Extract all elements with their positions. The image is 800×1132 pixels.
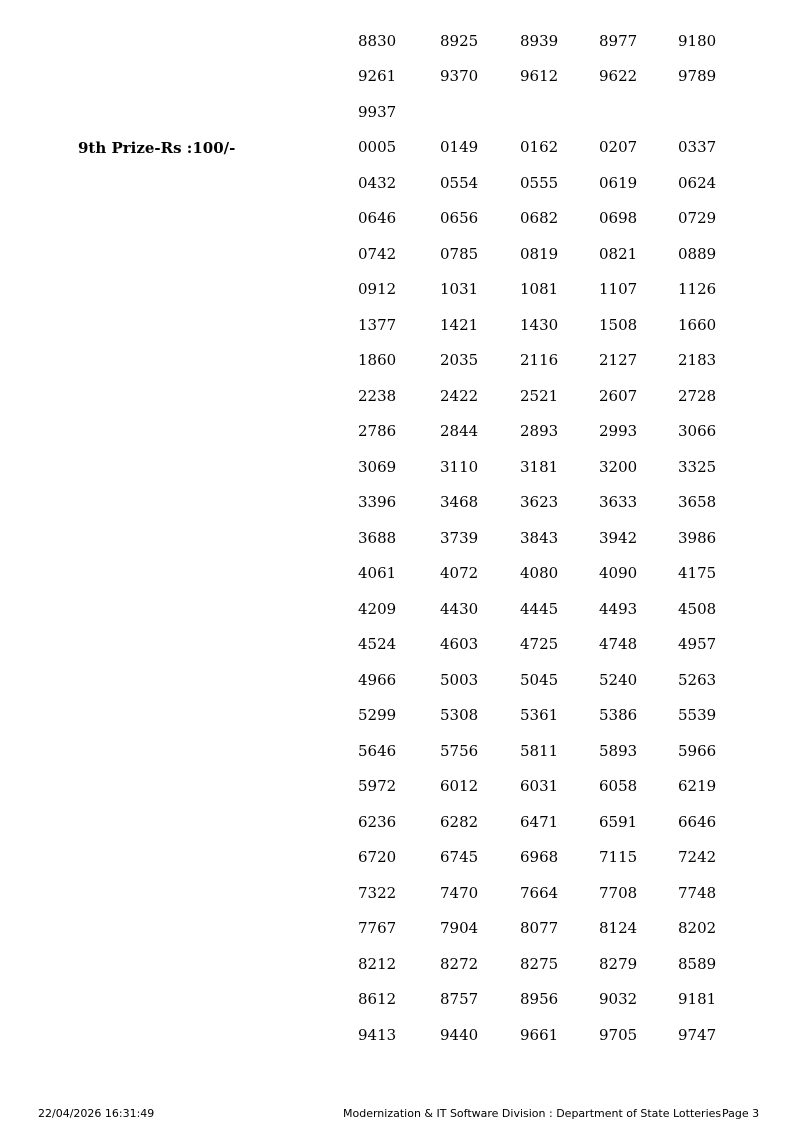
ticket-number: 4966 bbox=[358, 670, 397, 689]
page-number: Page 3 bbox=[722, 1107, 760, 1120]
ticket-number: 8279 bbox=[599, 954, 638, 973]
ticket-number: 7322 bbox=[358, 883, 397, 902]
ticket-number: 2127 bbox=[599, 351, 638, 369]
ticket-number: 0646 bbox=[358, 209, 397, 227]
ticket-number: 5240 bbox=[599, 670, 638, 689]
ticket-number: 0682 bbox=[520, 209, 559, 227]
ticket-number: 4508 bbox=[678, 599, 717, 618]
ticket-number: 0821 bbox=[599, 244, 638, 263]
ticket-number: 3658 bbox=[678, 493, 717, 511]
ticket-number: 3325 bbox=[678, 457, 717, 476]
ticket-number: 7748 bbox=[678, 883, 717, 902]
ticket-number: 0912 bbox=[358, 280, 397, 298]
number-row bbox=[0, 768, 800, 804]
number-row bbox=[0, 910, 800, 946]
ticket-number: 8925 bbox=[440, 31, 479, 50]
ticket-number: 8757 bbox=[440, 990, 479, 1008]
ticket-number: 2521 bbox=[520, 386, 559, 405]
page-footer bbox=[0, 1104, 800, 1124]
ticket-number: 2607 bbox=[599, 386, 638, 405]
number-row bbox=[0, 484, 800, 520]
ticket-number: 4175 bbox=[678, 564, 717, 582]
ticket-number: 6236 bbox=[358, 812, 397, 831]
ticket-number: 2893 bbox=[520, 422, 559, 440]
ticket-number: 6031 bbox=[520, 777, 559, 795]
ticket-number: 2116 bbox=[520, 351, 559, 369]
ticket-number: 6591 bbox=[599, 812, 638, 831]
ticket-number: 7708 bbox=[599, 883, 638, 902]
ticket-number: 8275 bbox=[520, 954, 559, 973]
number-row bbox=[0, 626, 800, 662]
ticket-number: 0207 bbox=[599, 138, 638, 156]
ticket-number: 0162 bbox=[520, 138, 559, 156]
ticket-number: 9789 bbox=[678, 67, 717, 85]
ticket-number: 5386 bbox=[599, 706, 638, 724]
ticket-number: 4430 bbox=[440, 599, 479, 618]
ticket-number: 4080 bbox=[520, 564, 559, 582]
ticket-number: 5646 bbox=[358, 741, 397, 760]
ticket-number: 9937 bbox=[358, 102, 397, 121]
ticket-number: 7904 bbox=[440, 919, 479, 937]
ticket-number: 6219 bbox=[678, 777, 717, 795]
number-row bbox=[0, 1017, 800, 1053]
ticket-number: 6745 bbox=[440, 848, 479, 866]
ticket-number: 5299 bbox=[358, 706, 397, 724]
number-row bbox=[0, 236, 800, 272]
ticket-number: 6968 bbox=[520, 848, 559, 866]
ticket-number: 7470 bbox=[440, 883, 479, 902]
ticket-number: 0619 bbox=[599, 173, 638, 192]
ticket-number: 6012 bbox=[440, 777, 479, 795]
ticket-number: 1508 bbox=[599, 315, 638, 334]
number-row bbox=[0, 413, 800, 449]
ticket-number: 5308 bbox=[440, 706, 479, 724]
ticket-number: 5893 bbox=[599, 741, 638, 760]
ticket-number: 3986 bbox=[678, 528, 717, 547]
number-row bbox=[0, 946, 800, 982]
number-row bbox=[0, 839, 800, 875]
ticket-number: 9413 bbox=[358, 1025, 397, 1044]
ticket-number: 5811 bbox=[520, 741, 559, 760]
ticket-number: 7115 bbox=[599, 848, 638, 866]
ticket-number: 8612 bbox=[358, 990, 397, 1008]
ticket-number: 9180 bbox=[678, 31, 717, 50]
number-row bbox=[0, 165, 800, 201]
number-row bbox=[0, 378, 800, 414]
ticket-number: 0432 bbox=[358, 173, 397, 192]
number-row bbox=[0, 875, 800, 911]
ticket-number: 4725 bbox=[520, 635, 559, 653]
ticket-number: 9370 bbox=[440, 67, 479, 85]
ticket-number: 8589 bbox=[678, 954, 717, 973]
ticket-number: 2993 bbox=[599, 422, 638, 440]
ticket-number: 3066 bbox=[678, 422, 717, 440]
number-row bbox=[0, 200, 800, 236]
ticket-number: 4493 bbox=[599, 599, 638, 618]
ticket-number: 2035 bbox=[440, 351, 479, 369]
ticket-number: 2238 bbox=[358, 386, 397, 405]
ticket-number: 8977 bbox=[599, 31, 638, 50]
number-row bbox=[0, 271, 800, 307]
ticket-number: 8202 bbox=[678, 919, 717, 937]
ticket-number: 0785 bbox=[440, 244, 479, 263]
ticket-number: 0742 bbox=[358, 244, 397, 263]
number-row bbox=[0, 555, 800, 591]
ticket-number: 3110 bbox=[440, 457, 479, 476]
ticket-number: 3633 bbox=[599, 493, 638, 511]
ticket-number: 9181 bbox=[678, 990, 717, 1008]
number-row bbox=[0, 307, 800, 343]
ticket-number: 7664 bbox=[520, 883, 559, 902]
ticket-number: 4445 bbox=[520, 599, 559, 618]
ticket-number: 5003 bbox=[440, 670, 479, 689]
ticket-number: 0656 bbox=[440, 209, 479, 227]
ticket-number: 9622 bbox=[599, 67, 638, 85]
ticket-number: 3069 bbox=[358, 457, 397, 476]
ticket-number: 1430 bbox=[520, 315, 559, 334]
number-row bbox=[0, 697, 800, 733]
ticket-number: 4072 bbox=[440, 564, 479, 582]
ticket-number: 5966 bbox=[678, 741, 717, 760]
ticket-number: 0819 bbox=[520, 244, 559, 263]
ticket-number: 0555 bbox=[520, 173, 559, 192]
ticket-number: 8956 bbox=[520, 990, 559, 1008]
ticket-number: 6646 bbox=[678, 812, 717, 831]
ticket-number: 9705 bbox=[599, 1025, 638, 1044]
ticket-number: 6282 bbox=[440, 812, 479, 831]
number-row bbox=[0, 129, 800, 165]
ticket-number: 5263 bbox=[678, 670, 717, 689]
ticket-number: 5972 bbox=[358, 777, 397, 795]
ticket-number: 3200 bbox=[599, 457, 638, 476]
ticket-number: 2183 bbox=[678, 351, 717, 369]
ticket-number: 1860 bbox=[358, 351, 397, 369]
ticket-number: 4957 bbox=[678, 635, 717, 653]
ticket-number: 3739 bbox=[440, 528, 479, 547]
ticket-number: 2728 bbox=[678, 386, 717, 405]
ticket-number: 0889 bbox=[678, 244, 717, 263]
ticket-number: 1377 bbox=[358, 315, 397, 334]
ticket-number: 2844 bbox=[440, 422, 479, 440]
ticket-number: 9661 bbox=[520, 1025, 559, 1044]
ticket-number: 4748 bbox=[599, 635, 638, 653]
number-row bbox=[0, 520, 800, 556]
ticket-number: 1660 bbox=[678, 315, 717, 334]
ticket-number: 9032 bbox=[599, 990, 638, 1008]
ticket-number: 5539 bbox=[678, 706, 717, 724]
number-row bbox=[0, 981, 800, 1017]
ticket-number: 1421 bbox=[440, 315, 479, 334]
ticket-number: 3396 bbox=[358, 493, 397, 511]
ticket-number: 8077 bbox=[520, 919, 559, 937]
ticket-number: 8939 bbox=[520, 31, 559, 50]
ticket-number: 6058 bbox=[599, 777, 638, 795]
ticket-number: 9612 bbox=[520, 67, 559, 85]
print-timestamp: 22/04/2026 16:31:49 bbox=[38, 1107, 155, 1120]
ticket-number: 5045 bbox=[520, 670, 559, 689]
ticket-number: 4209 bbox=[358, 599, 397, 618]
number-row bbox=[0, 804, 800, 840]
ticket-number: 5756 bbox=[440, 741, 479, 760]
number-row bbox=[0, 449, 800, 485]
ticket-number: 8212 bbox=[358, 954, 397, 973]
ticket-number: 0624 bbox=[678, 173, 717, 192]
ticket-number: 3468 bbox=[440, 493, 479, 511]
ticket-number: 0005 bbox=[358, 138, 397, 156]
ticket-number: 8830 bbox=[358, 31, 397, 50]
ticket-number: 1031 bbox=[440, 280, 479, 298]
ticket-number: 7767 bbox=[358, 919, 397, 937]
ticket-number: 0337 bbox=[678, 138, 717, 156]
ticket-number: 3623 bbox=[520, 493, 559, 511]
ticket-number: 4061 bbox=[358, 564, 397, 582]
ticket-number: 1081 bbox=[520, 280, 559, 298]
ticket-number: 5361 bbox=[520, 706, 559, 724]
ticket-number: 2786 bbox=[358, 422, 397, 440]
number-row bbox=[0, 94, 800, 130]
prize-title: 9th Prize-Rs :100/- bbox=[78, 139, 236, 157]
ticket-number: 0149 bbox=[440, 138, 479, 156]
number-row bbox=[0, 23, 800, 59]
ticket-number: 9261 bbox=[358, 67, 397, 85]
ticket-number: 0729 bbox=[678, 209, 717, 227]
number-row bbox=[0, 58, 800, 94]
ticket-number: 3181 bbox=[520, 457, 559, 476]
ticket-number: 1126 bbox=[678, 280, 717, 298]
organization-name: Modernization & IT Software Division : Department of State Lotteries bbox=[343, 1107, 722, 1120]
ticket-number: 6720 bbox=[358, 848, 397, 866]
ticket-number: 3942 bbox=[599, 528, 638, 547]
ticket-number: 6471 bbox=[520, 812, 559, 831]
ticket-number: 8272 bbox=[440, 954, 479, 973]
ticket-number: 1107 bbox=[599, 280, 638, 298]
ticket-number: 3843 bbox=[520, 528, 559, 547]
ticket-number: 4090 bbox=[599, 564, 638, 582]
ticket-number: 7242 bbox=[678, 848, 717, 866]
number-row bbox=[0, 342, 800, 378]
ticket-number: 9440 bbox=[440, 1025, 479, 1044]
number-row bbox=[0, 591, 800, 627]
ticket-number: 3688 bbox=[358, 528, 397, 547]
ticket-number: 9747 bbox=[678, 1025, 717, 1044]
ticket-number: 4603 bbox=[440, 635, 479, 653]
ticket-number: 0698 bbox=[599, 209, 638, 227]
ticket-number: 8124 bbox=[599, 919, 638, 937]
ticket-number: 2422 bbox=[440, 386, 479, 405]
number-row bbox=[0, 733, 800, 769]
ticket-number: 0554 bbox=[440, 173, 479, 192]
number-row bbox=[0, 662, 800, 698]
ticket-number: 4524 bbox=[358, 635, 397, 653]
